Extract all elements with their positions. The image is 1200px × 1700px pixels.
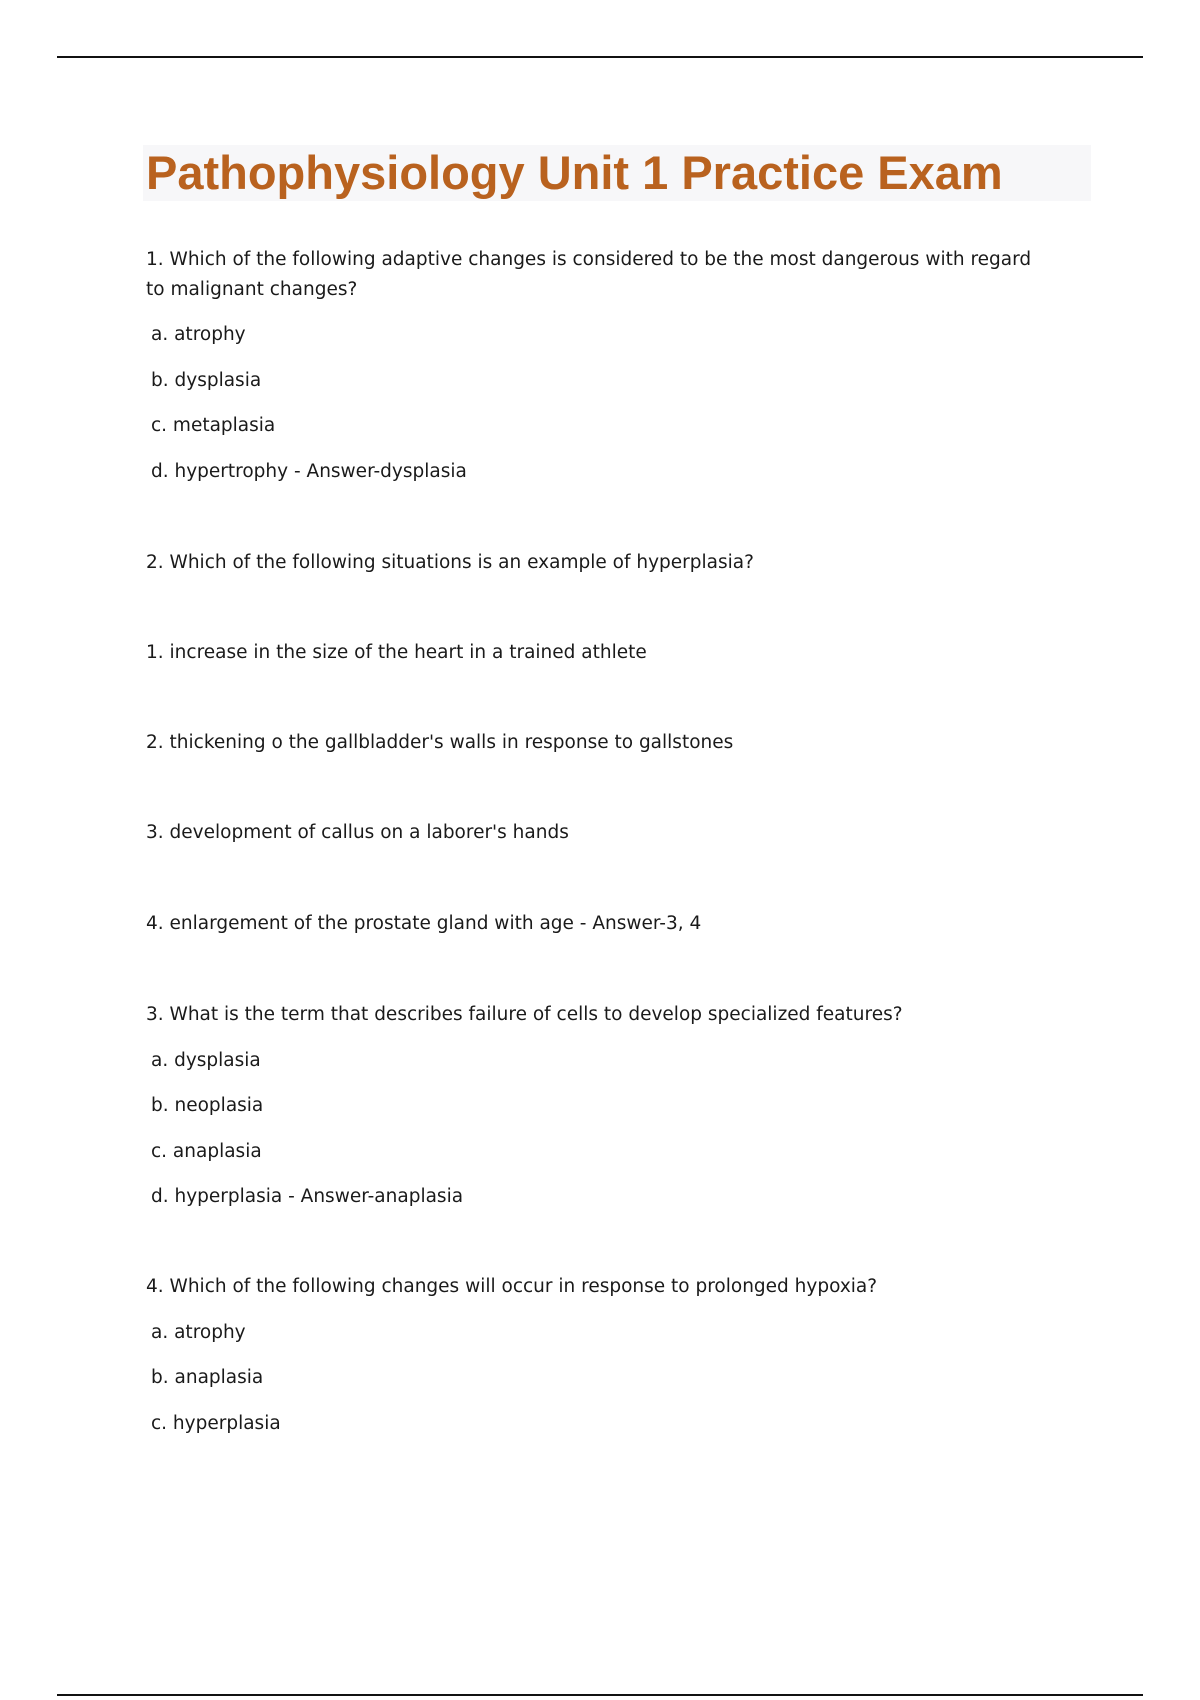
question-3-option-d: d. hyperplasia - Answer-anaplasia: [151, 1186, 464, 1207]
bottom-rule: [57, 1694, 1143, 1696]
question-2-item-1: 1. increase in the size of the heart in a trained athlete: [146, 642, 647, 663]
question-1-prompt: 1. Which of the following adaptive changes is considered to be the most dangerous with regard to malignant changes?: [146, 249, 1032, 300]
question-3-option-c: c. anaplasia: [151, 1141, 262, 1162]
question-4-prompt: 4. Which of the following changes will occur in response to prolonged hypoxia?: [146, 1276, 878, 1297]
question-2-item-2: 2. thickening o the gallbladder's walls in response to gallstones: [146, 732, 734, 753]
question-2-prompt: 2. Which of the following situations is an example of hyperplasia?: [146, 552, 754, 573]
question-1-option-d: d. hypertrophy - Answer-dysplasia: [151, 461, 467, 482]
question-2-item-4: 4. enlargement of the prostate gland with age - Answer-3, 4: [146, 913, 702, 934]
question-1-option-a: a. atrophy: [151, 324, 246, 345]
question-4-option-b: b. anaplasia: [151, 1367, 264, 1388]
question-2-item-3: 3. development of callus on a laborer's hands: [146, 822, 569, 843]
question-1-option-b: b. dysplasia: [151, 370, 262, 391]
question-4-option-c: c. hyperplasia: [151, 1413, 281, 1434]
question-3-option-b: b. neoplasia: [151, 1095, 264, 1116]
top-rule: [57, 56, 1143, 58]
question-3-prompt: 3. What is the term that describes failure of cells to develop specialized features?: [146, 1004, 903, 1025]
question-3-option-a: a. dysplasia: [151, 1050, 261, 1071]
question-1-option-c: c. metaplasia: [151, 415, 276, 436]
page-title: Pathophysiology Unit 1 Practice Exam: [146, 146, 1003, 199]
question-4-option-a: a. atrophy: [151, 1322, 246, 1343]
